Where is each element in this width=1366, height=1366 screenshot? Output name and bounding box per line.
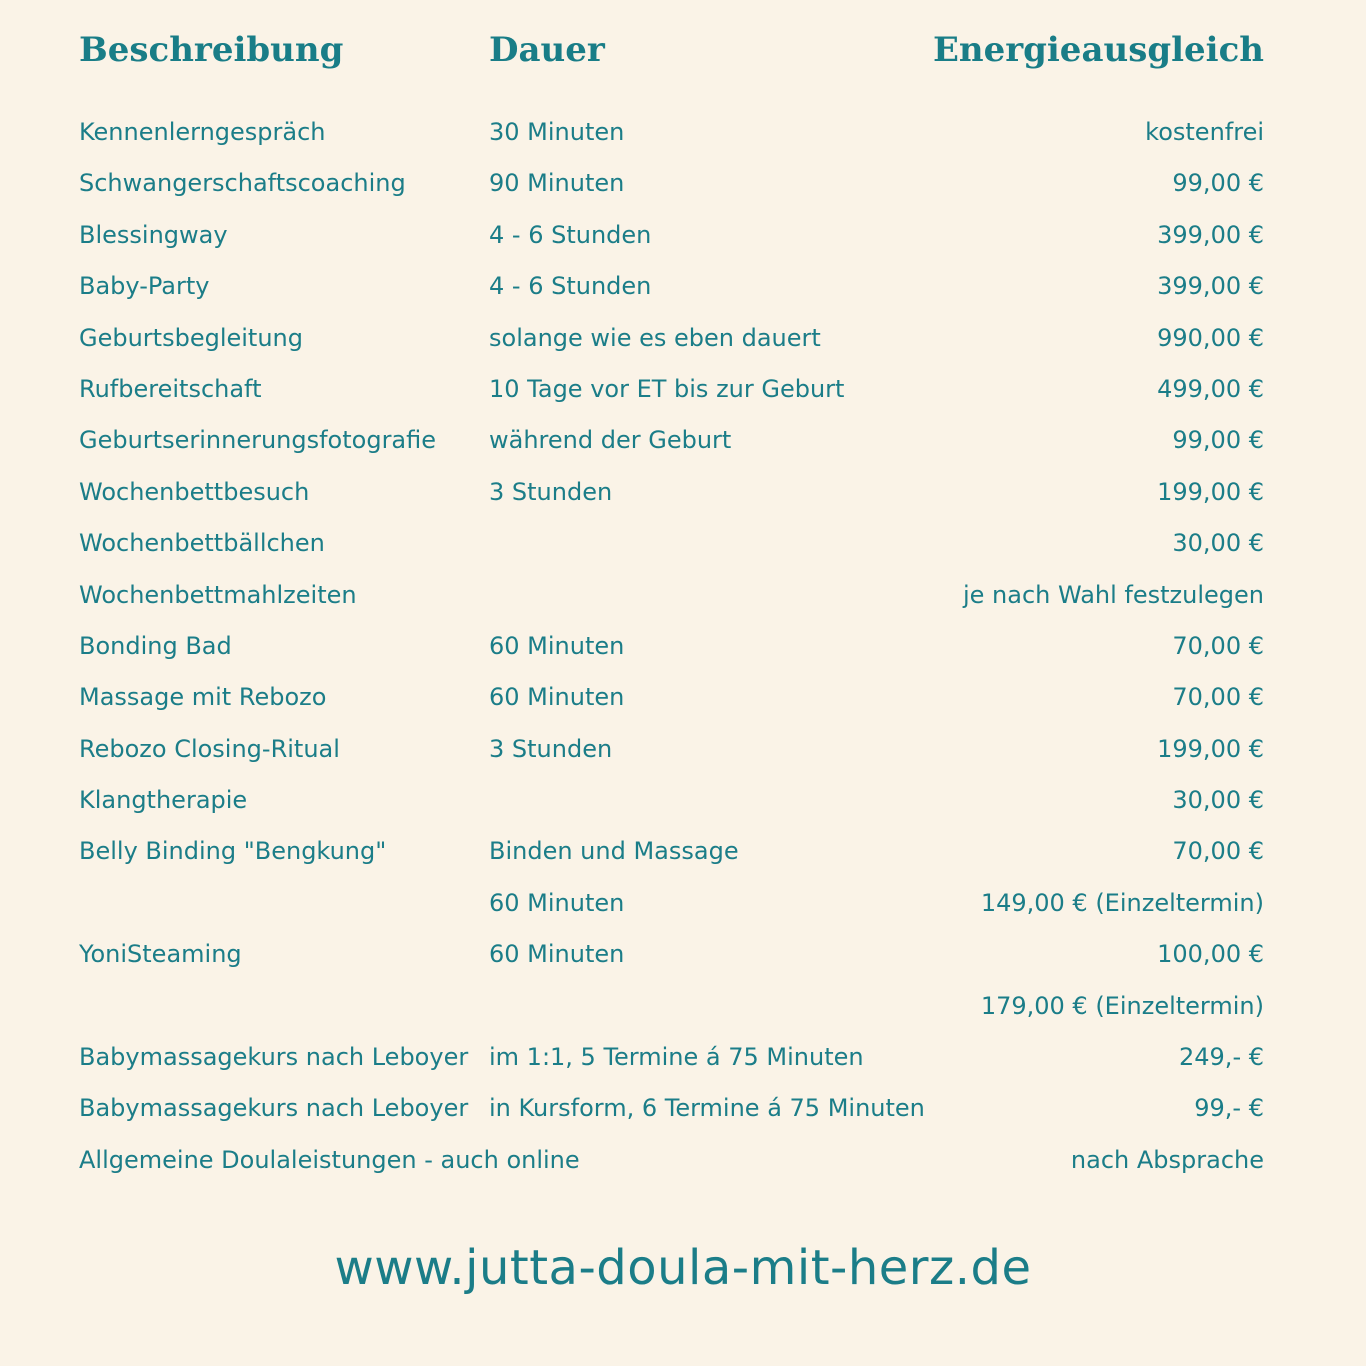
row-price: nach Absprache (1070, 1145, 1264, 1174)
row-duration: 60 Minuten (489, 683, 625, 712)
row-duration: im 1:1, 5 Termine á 75 Minuten (489, 1043, 864, 1072)
row-duration: 30 Minuten (489, 118, 625, 146)
table-row (79, 519, 1264, 570)
row-price: 30,00 € (1172, 529, 1264, 558)
row-price: 990,00 € (1157, 323, 1264, 352)
row-duration: 60 Minuten (489, 631, 625, 660)
row-description: Klangtherapie (79, 786, 248, 815)
table-row (79, 1033, 1264, 1084)
row-description: Belly Binding "Bengkung" (79, 837, 387, 866)
row-duration: 60 Minuten (489, 888, 625, 917)
table-row (79, 571, 1264, 622)
row-duration: Binden und Massage (489, 837, 739, 866)
row-description: Wochenbettbesuch (79, 477, 310, 506)
row-price: kostenfrei (1145, 118, 1264, 146)
row-price: 99,- € (1194, 1094, 1264, 1123)
table-row (79, 982, 1264, 1033)
row-description: Baby-Party (79, 272, 210, 301)
table-row (79, 622, 1264, 673)
row-duration: solange wie es eben dauert (489, 323, 821, 352)
row-description: Wochenbettbällchen (79, 529, 325, 558)
row-price: 399,00 € (1157, 220, 1264, 249)
row-description: Massage mit Rebozo (79, 683, 327, 712)
table-header (79, 30, 1264, 80)
table-row (79, 262, 1264, 313)
row-price: 249,- € (1179, 1043, 1264, 1072)
table-row (79, 930, 1264, 981)
row-description: Wochenbettmahlzeiten (79, 580, 357, 609)
row-description: Kennenlerngespräch (79, 118, 326, 146)
table-row (79, 468, 1264, 519)
row-description: Babymassagekurs nach Leboyer (79, 1094, 469, 1123)
row-price: 70,00 € (1172, 683, 1264, 712)
row-duration: 90 Minuten (489, 169, 625, 198)
table-row (79, 673, 1264, 724)
row-description: Allgemeine Doulaleistungen - auch online (79, 1145, 580, 1174)
table-row (79, 1084, 1264, 1135)
row-duration: 60 Minuten (489, 940, 625, 969)
row-price: 70,00 € (1172, 631, 1264, 660)
row-price: 99,00 € (1172, 169, 1264, 198)
table-row (79, 827, 1264, 878)
row-price: 399,00 € (1157, 272, 1264, 301)
row-description: Geburtsbegleitung (79, 323, 303, 352)
row-price: 30,00 € (1172, 786, 1264, 815)
row-description: Geburtserinnerungsfotografie (79, 426, 437, 455)
price-table (79, 108, 1264, 1187)
header-duration: Dauer (489, 30, 605, 70)
header-description: Beschreibung (79, 30, 344, 70)
row-duration: 3 Stunden (489, 734, 613, 763)
row-price: 179,00 € (Einzeltermin) (980, 991, 1264, 1020)
row-price: 199,00 € (1157, 734, 1264, 763)
row-price: 70,00 € (1172, 837, 1264, 866)
header-energy-exchange: Energieausgleich (932, 30, 1264, 70)
table-row (79, 211, 1264, 262)
row-description: Babymassagekurs nach Leboyer (79, 1043, 469, 1072)
table-row (79, 879, 1264, 930)
row-price: 100,00 € (1157, 940, 1264, 969)
table-row (79, 314, 1264, 365)
table-row (79, 159, 1264, 210)
row-duration: 3 Stunden (489, 477, 613, 506)
row-description: Rebozo Closing-Ritual (79, 734, 340, 763)
row-price: 199,00 € (1157, 477, 1264, 506)
row-price: 99,00 € (1172, 426, 1264, 455)
table-row (79, 108, 1264, 159)
table-row (79, 365, 1264, 416)
row-description: Blessingway (79, 220, 228, 249)
table-row (79, 776, 1264, 827)
row-duration: in Kursform, 6 Termine á 75 Minuten (489, 1094, 925, 1123)
row-description: YoniSteaming (79, 940, 242, 969)
row-description: Bonding Bad (79, 631, 232, 660)
row-duration: 4 - 6 Stunden (489, 272, 652, 301)
table-row (79, 725, 1264, 776)
table-row (79, 416, 1264, 467)
row-description: Schwangerschaftscoaching (79, 169, 406, 198)
row-price: je nach Wahl festzulegen (962, 580, 1264, 609)
row-duration: 4 - 6 Stunden (489, 220, 652, 249)
table-row (79, 1136, 1264, 1187)
row-price: 499,00 € (1157, 374, 1264, 403)
row-duration: 10 Tage vor ET bis zur Geburt (489, 374, 845, 403)
row-description: Rufbereitschaft (79, 374, 262, 403)
row-duration: während der Geburt (489, 426, 732, 455)
row-price: 149,00 € (Einzeltermin) (980, 888, 1264, 917)
website-url[interactable]: www.jutta-doula-mit-herz.de (334, 1240, 1032, 1296)
